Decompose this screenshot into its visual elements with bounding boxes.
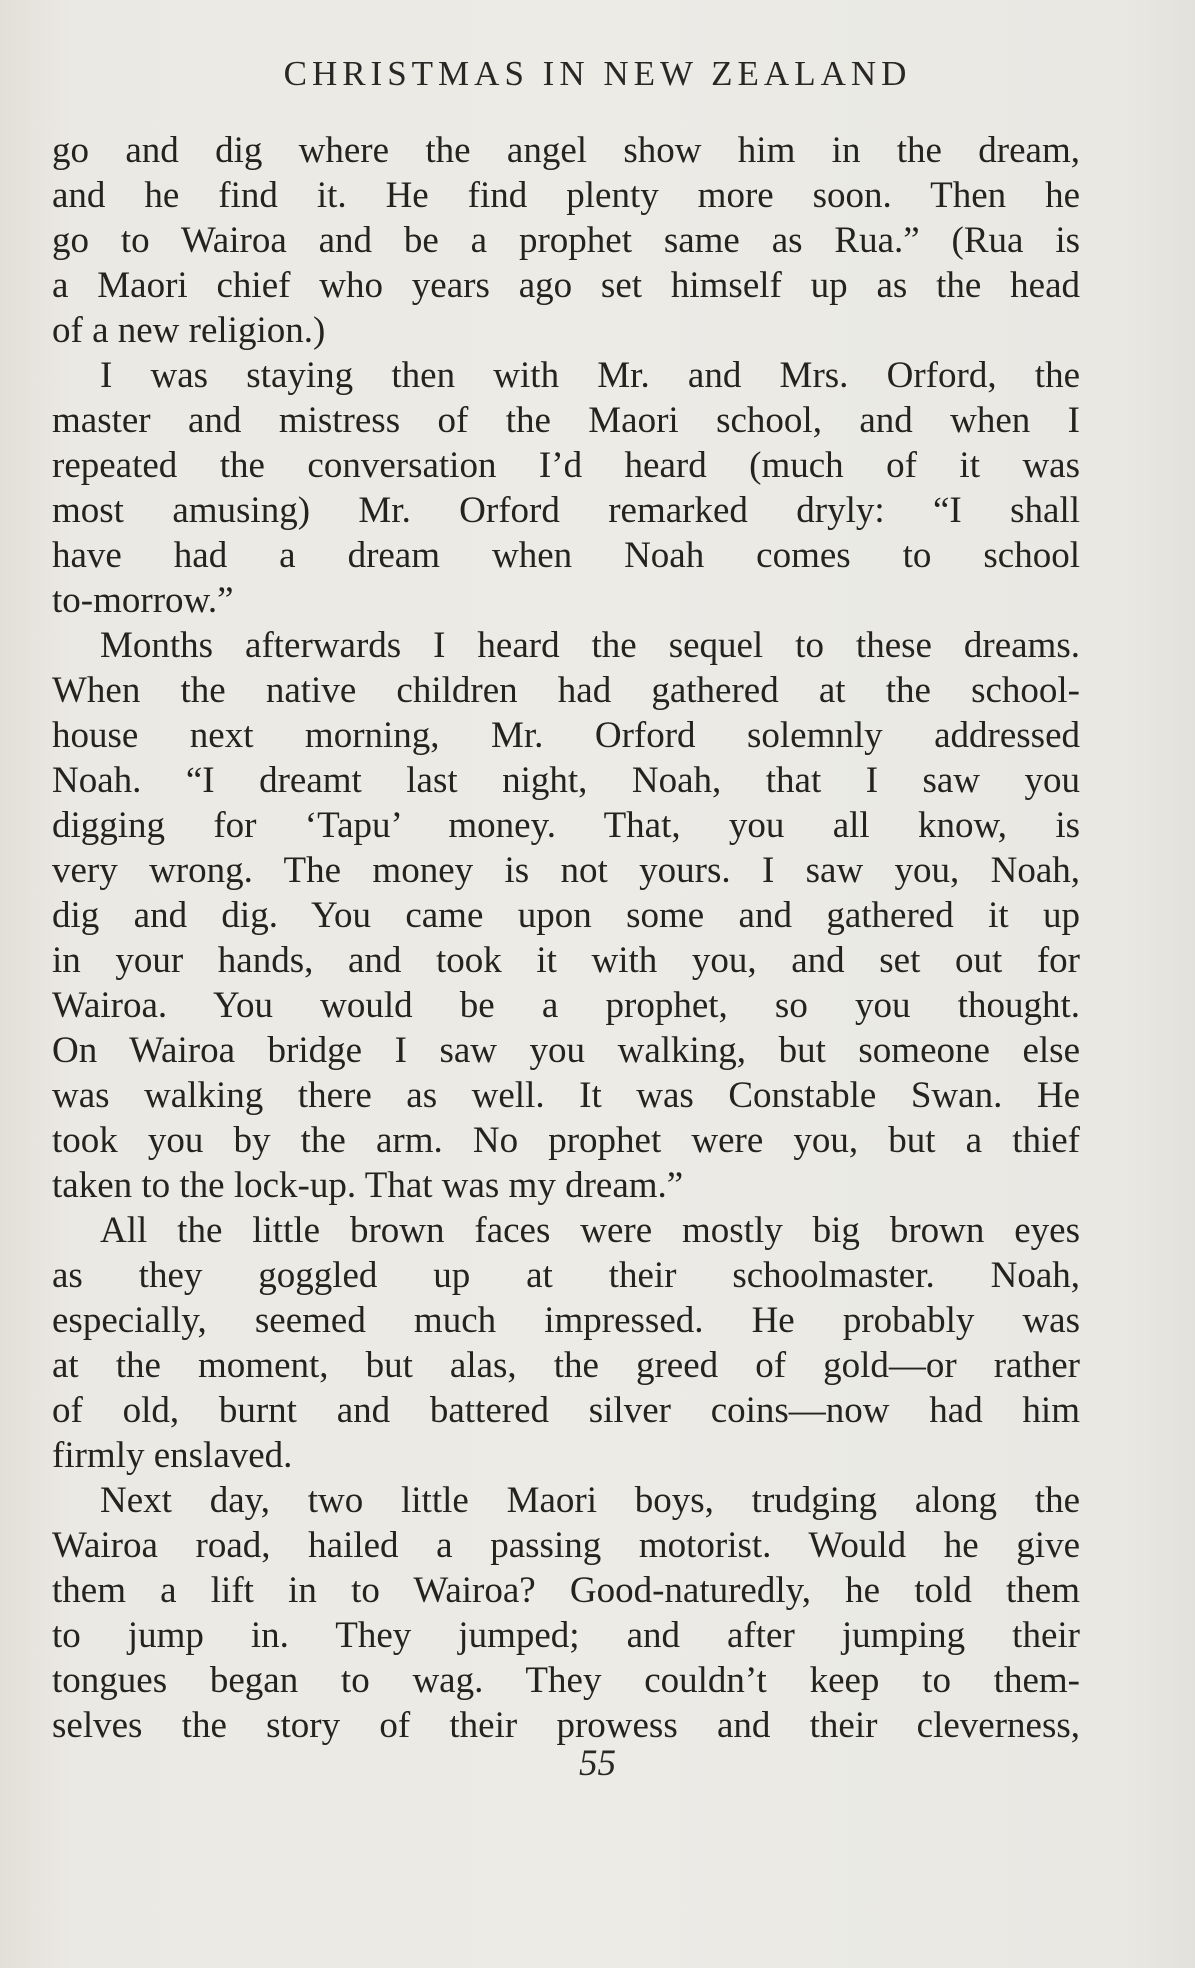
text-line: tongues began to wag. They couldn’t keep to them-	[52, 1660, 1080, 1701]
text-line: especially, seemed much impressed. He probably was	[52, 1300, 1080, 1341]
text-line: took you by the arm. No prophet were you, but a thief	[52, 1120, 1080, 1161]
paragraph	[52, 1208, 1080, 1478]
paragraph	[52, 623, 1080, 1208]
text-line: taken to the lock-up. That was my dream.”	[52, 1165, 684, 1206]
text-line: Wairoa. You would be a prophet, so you thought.	[52, 985, 1080, 1026]
text-line: to jump in. They jumped; and after jumping their	[52, 1615, 1080, 1656]
text-line: Noah. “I dreamt last night, Noah, that I saw you	[52, 760, 1080, 801]
text-line: house next morning, Mr. Orford solemnly addressed	[52, 715, 1080, 756]
text-line: was walking there as well. It was Constable Swan. He	[52, 1075, 1080, 1116]
text-line: of a new religion.)	[52, 310, 326, 351]
text-line: All the little brown faces were mostly big brown eyes	[100, 1210, 1080, 1251]
text-line: Next day, two little Maori boys, trudging along the	[100, 1480, 1080, 1521]
text-line: them a lift in to Wairoa? Good-naturedly, he told them	[52, 1570, 1080, 1611]
text-line: Wairoa road, hailed a passing motorist. Would he give	[52, 1525, 1080, 1566]
text-line: dig and dig. You came upon some and gathered it up	[52, 895, 1080, 936]
text-line: repeated the conversation I’d heard (much of it was	[52, 445, 1080, 486]
text-line: have had a dream when Noah comes to school	[52, 535, 1080, 576]
text-line: at the moment, but alas, the greed of gold—or rather	[52, 1345, 1080, 1386]
text-line: go to Wairoa and be a prophet same as Rua.” (Rua is	[52, 220, 1080, 261]
text-line: of old, burnt and battered silver coins—now had him	[52, 1390, 1080, 1431]
running-head: CHRISTMAS IN NEW ZEALAND	[283, 54, 912, 93]
text-line: When the native children had gathered at the school-	[52, 670, 1080, 711]
paragraph	[52, 128, 1080, 353]
text-line: I was staying then with Mr. and Mrs. Orford, the	[100, 355, 1080, 396]
text-line: in your hands, and took it with you, and set out for	[52, 940, 1080, 981]
text-line: a Maori chief who years ago set himself up as the head	[52, 265, 1080, 306]
text-line: most amusing) Mr. Orford remarked dryly: “I shall	[52, 490, 1080, 531]
text-line: go and dig where the angel show him in the dream,	[52, 130, 1080, 171]
text-line: firmly enslaved.	[52, 1435, 293, 1476]
text-line: Months afterwards I heard the sequel to these dreams.	[100, 625, 1080, 666]
text-line: as they goggled up at their schoolmaster. Noah,	[52, 1255, 1080, 1296]
text-line: very wrong. The money is not yours. I saw you, Noah,	[52, 850, 1080, 891]
text-line: to-morrow.”	[52, 580, 234, 621]
text-line: digging for ‘Tapu’ money. That, you all know, is	[52, 805, 1080, 846]
text-line: selves the story of their prowess and their cleverness,	[52, 1705, 1080, 1746]
paragraph	[52, 1478, 1080, 1748]
page-number: 55	[579, 1743, 616, 1784]
text-line: and he find it. He find plenty more soon. Then he	[52, 175, 1080, 216]
text-line: master and mistress of the Maori school, and when I	[52, 400, 1080, 441]
paragraph	[52, 353, 1080, 623]
body-text	[52, 128, 1080, 1748]
text-line: On Wairoa bridge I saw you walking, but someone else	[52, 1030, 1080, 1071]
